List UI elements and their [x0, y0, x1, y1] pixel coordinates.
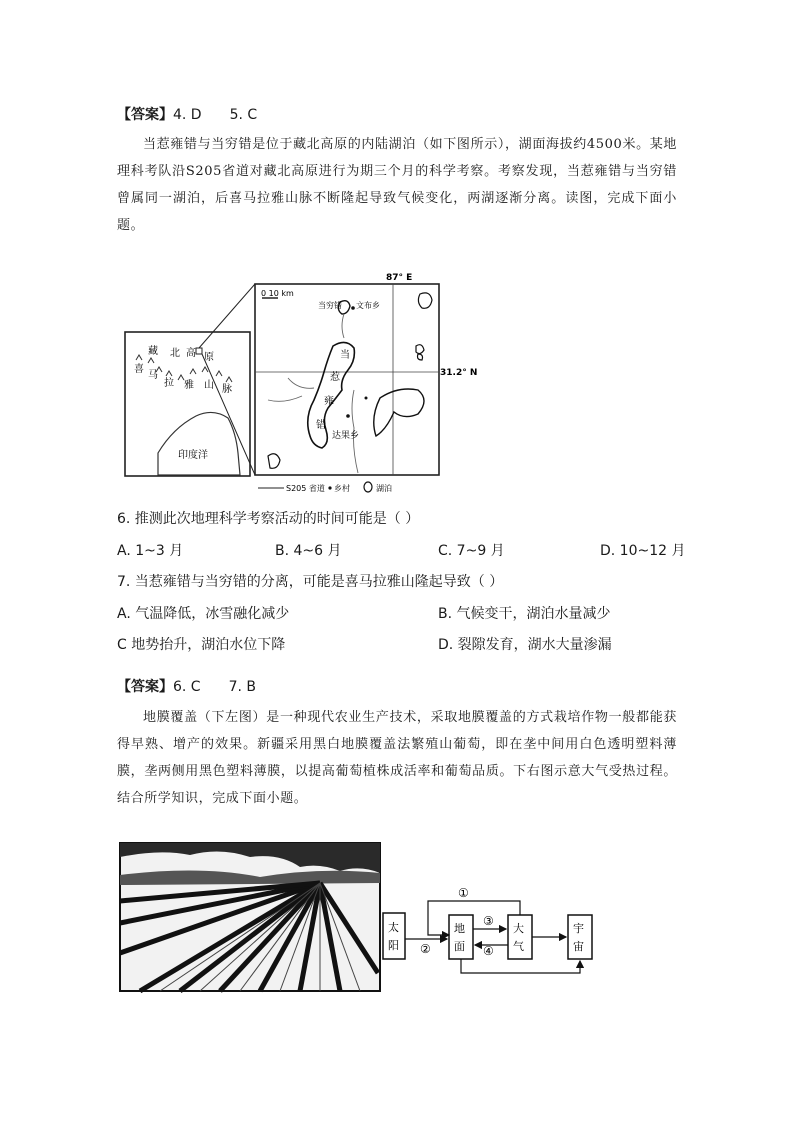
atmosphere-heating-diagram — [380, 875, 600, 1000]
legend-village: 乡村 — [334, 484, 350, 493]
q6-option-b[interactable]: B. 4~6 月 — [275, 543, 342, 559]
longitude-label: 87° E — [386, 273, 413, 283]
marker-4: ④ — [483, 944, 494, 958]
sun-label-1: 太 — [388, 921, 399, 934]
label-cuo: 错 — [316, 420, 326, 431]
q7-option-b[interactable]: B. 气候变干，湖泊水量减少 — [438, 606, 611, 622]
label-dang: 当 — [340, 350, 350, 361]
q7-option-a[interactable]: A. 气温降低，冰雪融化减少 — [117, 606, 290, 622]
small-lakes — [416, 345, 424, 360]
south-lake — [268, 454, 280, 469]
answer-5: 5. C — [229, 107, 258, 123]
q6-option-a[interactable]: A. 1~3 月 — [117, 543, 184, 559]
zoom-line-bottom — [202, 354, 255, 475]
space-label-1: 宇 — [573, 922, 584, 935]
q7-option-c[interactable]: C 地势抬升，湖泊水位下降 — [117, 637, 286, 653]
legend-lake-symbol — [364, 482, 372, 492]
village-dot — [365, 397, 368, 400]
marker-3: ③ — [483, 914, 494, 928]
legend-village-dot — [328, 486, 331, 489]
village-daguo-dot — [346, 414, 350, 418]
label-xi: 喜 — [134, 364, 144, 375]
label-wenbu-xiang: 文布乡 — [356, 301, 380, 310]
q7-option-d[interactable]: D. 裂隙发育，湖水大量渗漏 — [438, 637, 612, 653]
plastic-mulch-field-photo — [120, 843, 380, 991]
latitude-label: 31.2° N — [440, 368, 478, 378]
marker-2: ② — [420, 942, 431, 956]
arrow-1 — [428, 901, 520, 935]
marker-1: ① — [458, 886, 469, 900]
label-bei: 北 — [170, 348, 180, 359]
zoom-line-top — [199, 284, 255, 348]
question-6-stem: 6. 推测此次地理科学考察活动的时间可能是（ ） — [117, 511, 420, 527]
label-la: 拉 — [164, 378, 174, 389]
label-re: 惹 — [330, 372, 340, 383]
lake-map-figure — [118, 268, 478, 498]
ground-label-2: 面 — [454, 940, 465, 953]
label-dangqiong-cuo: 当穷错 — [318, 301, 342, 310]
space-label-2: 宙 — [573, 940, 584, 953]
coastline — [158, 412, 240, 475]
ground-label-1: 地 — [454, 922, 465, 935]
atmosphere-label-2: 气 — [513, 940, 524, 953]
scale-label: 0 10 km — [261, 289, 294, 298]
label-mai: 脉 — [222, 384, 232, 395]
answer-6: 6. C — [173, 679, 201, 695]
northeast-lake — [418, 293, 432, 308]
answer-4: 4. D — [173, 107, 202, 123]
label-yuan: 原 — [204, 352, 214, 363]
label-indian-ocean: 印度洋 — [178, 450, 208, 461]
s205-road — [268, 314, 358, 473]
label-gao: 高 — [186, 348, 196, 359]
atmosphere-label-1: 大 — [513, 922, 524, 935]
label-ma: 马 — [148, 370, 158, 381]
answer-line-2 — [117, 676, 256, 696]
label-yong: 雍 — [324, 396, 334, 407]
answer-line-1 — [117, 104, 257, 124]
answer-tag: 【答案】 — [117, 107, 173, 123]
study-area-box — [196, 348, 202, 354]
answer-tag-2: 【答案】 — [117, 679, 173, 695]
arrow-ground-space — [461, 959, 580, 973]
village-wenbu-dot — [351, 306, 355, 310]
q6-option-d[interactable]: D. 10~12 月 — [600, 543, 686, 559]
label-zang: 藏 — [148, 346, 158, 357]
legend-lake: 湖泊 — [376, 484, 392, 493]
answer-7: 7. B — [228, 679, 257, 695]
legend-road: S205 省道 — [286, 484, 325, 493]
label-daguo-xiang: 达果乡 — [332, 431, 360, 441]
sun-box — [383, 913, 405, 959]
sun-label-2: 阳 — [388, 939, 399, 952]
label-shan: 山 — [204, 380, 214, 391]
passage-2: 地膜覆盖（下左图）是一种现代农业生产技术，采取地膜覆盖的方式栽培作物一般都能获得早熟、增产的效果。新疆采用黑白地膜覆盖法繁殖山葡萄，即在垄中间用白色透明塑料薄膜，垄两侧用黑色塑料薄膜，以提高葡萄植株成活率和葡萄品质。下右图示意大气受热过程。结合所学知识，完成下面小题。 — [117, 710, 677, 806]
east-lake — [374, 389, 424, 436]
label-ya: 雅 — [184, 380, 194, 391]
question-7-stem: 7. 当惹雍错与当穷错的分离，可能是喜马拉雅山隆起导致（ ） — [117, 574, 504, 590]
q6-option-c[interactable]: C. 7~9 月 — [438, 543, 505, 559]
passage-1: 当惹雍错与当穷错是位于藏北高原的内陆湖泊（如下图所示），湖面海拔约4500米。某地理科考队沿S205省道对藏北高原进行为期三个月的科学考察。考察发现，当惹雍错与当穷错曾属同一湖泊，后喜马拉雅山脉不断隆起导致气候变化，两湖逐渐分离。读图，完成下面小题。 — [117, 137, 677, 233]
